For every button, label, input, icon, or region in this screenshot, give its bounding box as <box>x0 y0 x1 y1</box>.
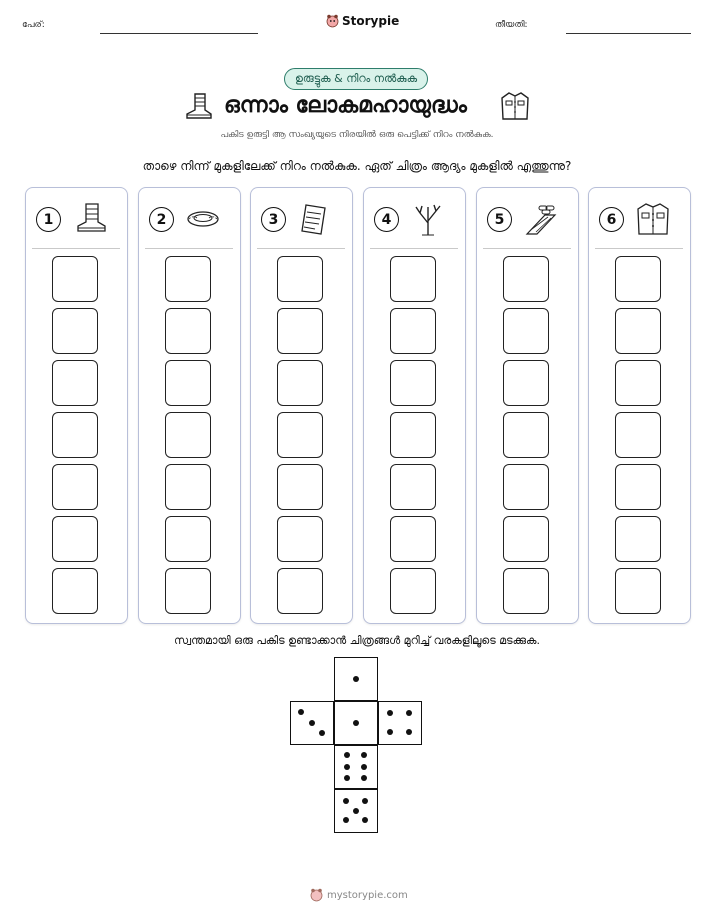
color-box[interactable] <box>503 516 549 562</box>
column-divider <box>483 248 571 249</box>
pip <box>361 764 367 770</box>
dice-column-2 <box>138 187 241 624</box>
dice-face-3 <box>290 701 334 745</box>
color-box[interactable] <box>277 360 323 406</box>
color-box[interactable] <box>503 360 549 406</box>
boot-icon <box>72 201 108 237</box>
wreath-icon <box>185 201 221 237</box>
brand-name: Storypie <box>342 14 400 28</box>
military-jacket-icon <box>635 201 671 237</box>
color-box[interactable] <box>503 412 549 458</box>
date-label: തീയതി: <box>495 20 528 30</box>
color-box[interactable] <box>390 516 436 562</box>
color-box[interactable] <box>615 360 661 406</box>
dice-face-1 <box>334 657 378 701</box>
storypie-mascot-icon <box>310 888 323 902</box>
color-box[interactable] <box>390 464 436 510</box>
subtitle: പകിട ഉരുട്ടി ആ സംഖ്യയുടെ നിരയിൽ ഒരു പെട്ടിക്ക് നിറം നൽകുക. <box>220 130 494 140</box>
color-box[interactable] <box>615 516 661 562</box>
color-box[interactable] <box>165 464 211 510</box>
color-box[interactable] <box>503 256 549 302</box>
pip <box>361 775 367 781</box>
bare-tree-icon <box>410 201 446 237</box>
pip <box>406 710 412 716</box>
color-box[interactable] <box>52 308 98 354</box>
storypie-mascot-icon <box>326 14 339 28</box>
dice-face-1 <box>334 701 378 745</box>
dice-face-4 <box>378 701 422 745</box>
dice-face-5 <box>334 789 378 833</box>
pip <box>387 710 393 716</box>
name-label: പേര്: <box>22 20 45 30</box>
color-box[interactable] <box>615 308 661 354</box>
column-number: 2 <box>149 207 174 232</box>
dice-column-1 <box>25 187 128 624</box>
color-box[interactable] <box>165 360 211 406</box>
color-box[interactable] <box>165 568 211 614</box>
dice-column-6 <box>588 187 691 624</box>
dice-column-3 <box>250 187 353 624</box>
color-box[interactable] <box>52 464 98 510</box>
footer-url[interactable]: mystorypie.com <box>327 889 408 901</box>
color-box[interactable] <box>390 308 436 354</box>
color-box[interactable] <box>277 464 323 510</box>
column-number: 3 <box>261 207 286 232</box>
column-number: 1 <box>36 207 61 232</box>
color-box[interactable] <box>165 308 211 354</box>
page-title: ഒന്നാം ലോകമഹായുദ്ധം <box>224 93 467 118</box>
color-box[interactable] <box>503 464 549 510</box>
activity-badge: ഉരുട്ടുക & നിറം നൽകുക <box>284 68 428 90</box>
pip <box>353 676 359 682</box>
color-box[interactable] <box>615 256 661 302</box>
boot-icon <box>183 92 213 120</box>
color-box[interactable] <box>615 464 661 510</box>
color-box[interactable] <box>165 412 211 458</box>
column-number: 4 <box>374 207 399 232</box>
dice-instruction: സ്വന്തമായി ഒരു പകിട ഉണ്ടാക്കാൻ ചിത്രങ്ങൾ മുറിച്ച് വരകളിലൂടെ മടക്കുക. <box>174 634 540 647</box>
color-box[interactable] <box>615 568 661 614</box>
column-divider <box>257 248 345 249</box>
color-box[interactable] <box>277 516 323 562</box>
color-box[interactable] <box>277 568 323 614</box>
sandbag-trench-icon <box>523 201 559 237</box>
color-box[interactable] <box>277 256 323 302</box>
column-number: 5 <box>487 207 512 232</box>
pip <box>343 798 349 804</box>
brand-logo <box>326 14 399 28</box>
color-box[interactable] <box>390 256 436 302</box>
column-divider <box>32 248 120 249</box>
color-box[interactable] <box>503 568 549 614</box>
color-box[interactable] <box>503 308 549 354</box>
dice-column-5 <box>476 187 579 624</box>
pip <box>344 775 350 781</box>
pip <box>344 752 350 758</box>
color-box[interactable] <box>615 412 661 458</box>
color-box[interactable] <box>390 568 436 614</box>
name-field-line[interactable] <box>100 33 258 34</box>
military-jacket-icon <box>499 90 531 122</box>
pip <box>406 729 412 735</box>
pip <box>298 709 304 715</box>
dice-column-4 <box>363 187 466 624</box>
color-box[interactable] <box>52 516 98 562</box>
pip <box>353 808 359 814</box>
column-divider <box>370 248 458 249</box>
footer <box>310 888 408 902</box>
pip <box>362 798 368 804</box>
column-divider <box>595 248 683 249</box>
column-divider <box>145 248 233 249</box>
color-box[interactable] <box>52 568 98 614</box>
color-box[interactable] <box>52 412 98 458</box>
color-box[interactable] <box>52 256 98 302</box>
color-box[interactable] <box>277 412 323 458</box>
pip <box>361 752 367 758</box>
pip <box>319 730 325 736</box>
color-box[interactable] <box>165 516 211 562</box>
instruction: താഴെ നിന്ന് മുകളിലേക്ക് നിറം നൽകുക. ഏത് ചിത്രം ആദ്യം മുകളിൽ എത്തുന്നു? <box>142 159 572 173</box>
color-box[interactable] <box>165 256 211 302</box>
pip <box>344 764 350 770</box>
pip <box>309 720 315 726</box>
color-box[interactable] <box>277 308 323 354</box>
dice-face-6 <box>334 745 378 789</box>
pip <box>387 729 393 735</box>
column-number: 6 <box>599 207 624 232</box>
letter-icon <box>297 201 333 237</box>
date-field-line[interactable] <box>566 33 691 34</box>
pip <box>353 720 359 726</box>
color-box[interactable] <box>390 412 436 458</box>
pip <box>343 817 349 823</box>
color-box[interactable] <box>390 360 436 406</box>
pip <box>362 817 368 823</box>
color-box[interactable] <box>52 360 98 406</box>
